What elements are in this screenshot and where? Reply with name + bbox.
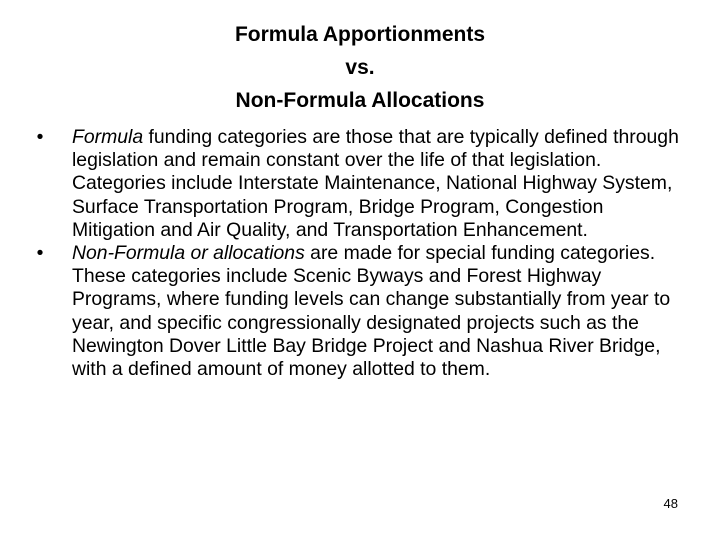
title-line-3: Non-Formula Allocations xyxy=(235,89,485,112)
slide-title xyxy=(0,18,720,117)
title-line-1: Formula Apportionments xyxy=(234,23,486,46)
bullet-item-formula xyxy=(30,126,680,242)
bullet-emphasis: Formula xyxy=(72,126,144,148)
page-number: 48 xyxy=(663,496,678,511)
bullet-body: are made for special funding categories. These categories include Scenic Byways and Forest Highway Programs, where funding levels can change substantially from year to year, and specific congressionally designated projects such as the Newington Dover Little Bay Bridge Project and Nashua River Bridge, with a defined amount of money allotted to them. xyxy=(72,242,671,381)
bullet-item-non-formula xyxy=(30,242,680,381)
bullet-icon: • xyxy=(36,242,44,265)
bullet-text xyxy=(72,242,670,380)
bullet-list xyxy=(30,126,680,381)
bullet-text xyxy=(72,126,679,241)
bullet-emphasis: Non-Formula or allocations xyxy=(72,242,305,265)
title-line-2: vs. xyxy=(345,56,375,79)
bullet-icon: • xyxy=(36,126,44,148)
bullet-body: funding categories are those that are typically defined through legislation and remain constant over the life of that legislation. Categories include Interstate Maintenance, National Highway System, Surface Transportation Program, Bridge Program, Congestion Mitigation and Air Quality, and Transportation Enhancement. xyxy=(72,126,679,241)
